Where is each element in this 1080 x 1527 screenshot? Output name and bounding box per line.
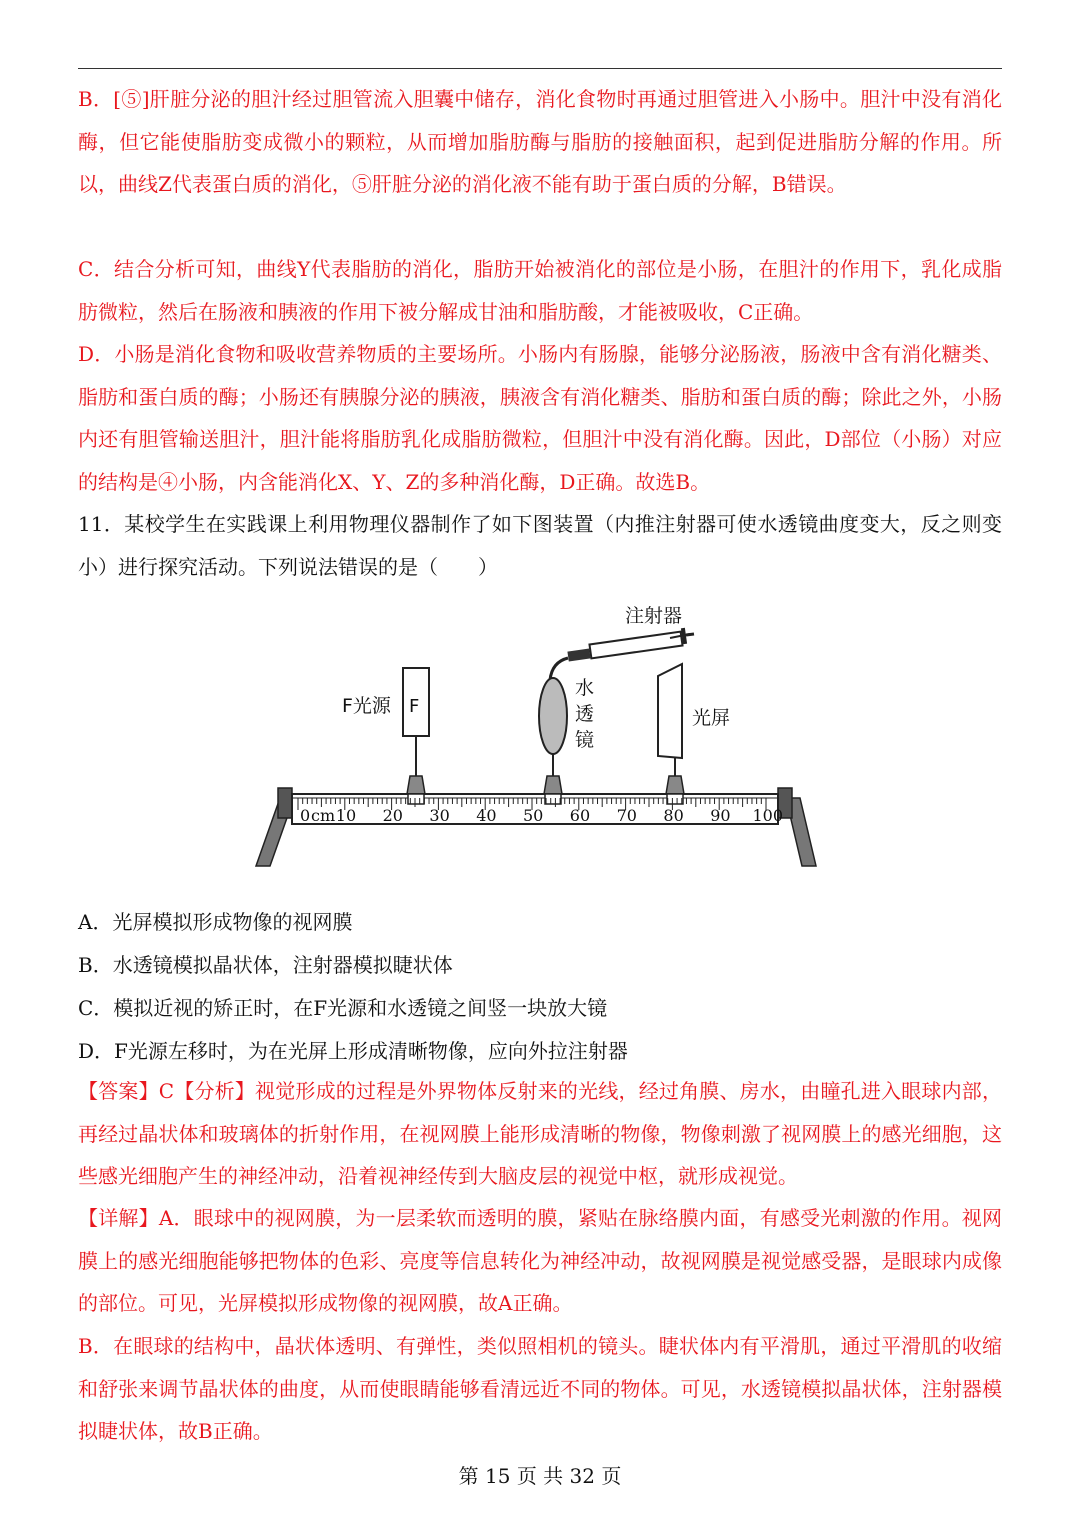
ruler-tick-label: 20 [382, 806, 403, 825]
light-source-letter: F [409, 696, 420, 717]
ruler-tick-label: 40 [476, 806, 497, 825]
question-stem: 11．某校学生在实践课上利用物理仪器制作了如下图装置（内推注射器可使水透镜曲度变大，反之则变小）进行探究活动。下列说法错误的是（ ） [78, 512, 1002, 579]
ruler-tick-label: 10 [335, 806, 357, 825]
detail-b: B．在眼球的结构中，晶状体透明、有弹性，类似照相机的镜头。睫状体内有平滑肌，通过平滑肌的收缩和舒张来调节晶状体的曲度，从而使眼睛能够看清远近不同的物体。可见，水透镜模拟晶状体，注射器模拟睫状体，故B正确。 [78, 1334, 1002, 1443]
lens-label-2: 透 [575, 703, 595, 725]
answer-analysis: 【答案】C【分析】视觉形成的过程是外界物体反射来的光线，经过角膜、房水，由瞳孔进入眼球内部，再经过晶状体和玻璃体的折射作用，在视网膜上能形成清晰的物像，物像刺激了视网膜上的感光细胞，这些感光细胞产生的神经冲动，沿着视神经传到大脑皮层的视觉中枢，就形成视觉。 [78, 1079, 1002, 1188]
ruler-tick-label: 30 [429, 806, 450, 825]
ruler-tick-label: 90 [710, 806, 731, 825]
option-a: A．光屏模拟形成物像的视网膜 [78, 910, 353, 934]
explanation-c: C．结合分析可知，曲线Y代表脂肪的消化，脂肪开始被消化的部位是小肠，在胆汁的作用下，乳化成脂肪微粒，然后在肠液和胰液的作用下被分解成甘油和脂肪酸，才能被吸收，C正确。 [78, 257, 1002, 324]
light-screen [658, 664, 684, 794]
option-c: C．模拟近视的矫正时，在F光源和水透镜之间竖一块放大镜 [78, 996, 608, 1020]
explanation-d: D．小肠是消化食物和吸收营养物质的主要场所。小肠内有肠腺，能够分泌肠液，肠液中含有消化糖类、脂肪和蛋白质的酶；小肠还有胰腺分泌的胰液，胰液含有消化糖类、脂肪和蛋白质的酶；除此之外，小肠内还有胆管输送胆汁，胆汁能将脂肪乳化成脂肪微粒，但胆汁中没有消化酶。因此，D部位（小肠）对应的结构是④小肠，内含能消化X、Y、Z的多种消化酶，D正确。故选B。 [78, 342, 1002, 494]
ruler-tick-label: 0 [300, 806, 311, 825]
lens-label-1: 水 [575, 677, 595, 699]
ruler-tick-label: 100 [752, 806, 784, 825]
screen-label: 光屏 [692, 707, 731, 729]
ruler-tick-label: 60 [569, 806, 591, 825]
explanation-b: B．[⑤]肝脏分泌的胆汁经过胆管流入胆囊中储存，消化食物时再通过胆管进入小肠中。胆汁中没有消化酶，但它能使脂肪变成微小的颗粒，从而增加脂肪酶与脂肪的接触面积，起到促进脂肪分解的作用。所以，曲线Z代表蛋白质的消化，⑤肝脏分泌的消化液不能有助于蛋白质的分解，B错误。 [78, 87, 1002, 196]
option-d: D．F光源左移时，为在光屏上形成清晰物像，应向外拉注射器 [78, 1039, 628, 1063]
option-b: B．水透镜模拟晶状体，注射器模拟睫状体 [78, 953, 453, 977]
ruler-tick-label: 70 [616, 806, 637, 825]
page-footer: 第 15 页 共 32 页 [458, 1464, 622, 1488]
water-lens [539, 678, 567, 794]
lens-label-3: 镜 [575, 729, 595, 751]
light-source [403, 668, 429, 794]
ruler-unit: cm [311, 806, 336, 825]
ruler-tick-label: 80 [663, 806, 684, 825]
syringe-label: 注射器 [625, 605, 683, 627]
optics-apparatus-diagram [250, 598, 830, 873]
ruler-tick-label: 50 [523, 806, 544, 825]
light-source-label: F光源 [342, 695, 391, 717]
header-rule [78, 68, 1002, 69]
detail-a: 【详解】A．眼球中的视网膜，为一层柔软而透明的膜，紧贴在脉络膜内面，有感受光刺激的作用。视网膜上的感光细胞能够把物体的色彩、亮度等信息转化为神经冲动，故视网膜是视觉感受器，是眼球内成像的部位。可见，光屏模拟形成物像的视网膜，故A正确。 [78, 1206, 1002, 1315]
